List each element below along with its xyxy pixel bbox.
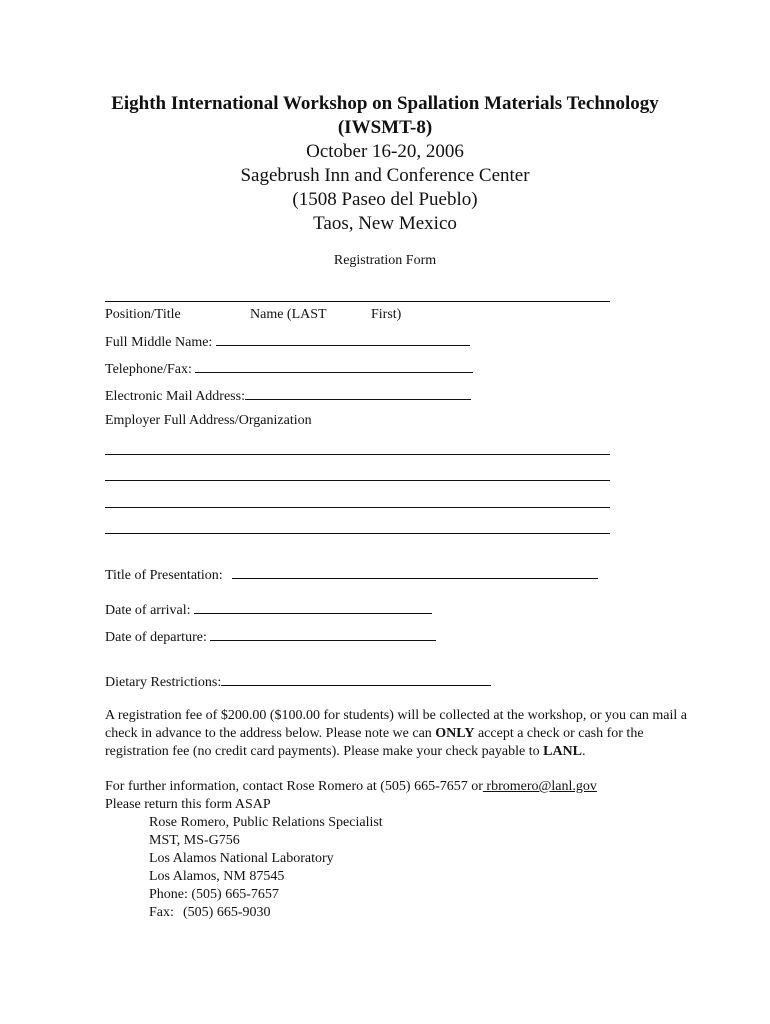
name-field-line[interactable] <box>105 301 610 302</box>
return-instruction: Please return this form ASAP <box>105 797 271 812</box>
departure-field <box>105 626 436 647</box>
contact-fax-number: (505) 665-9030 <box>183 905 271 920</box>
form-subtitle: Registration Form <box>333 253 437 268</box>
dietary-field <box>105 671 491 692</box>
name-first-label: First) <box>371 307 402 322</box>
employer-line-2[interactable] <box>105 480 610 481</box>
telephone-label: Telephone/Fax: <box>105 362 192 377</box>
arrival-field <box>105 599 432 620</box>
employer-label: Employer Full Address/Organization <box>105 413 312 428</box>
fee-payee: LANL <box>543 744 583 759</box>
employer-line-3[interactable] <box>105 507 610 508</box>
email-input-line[interactable] <box>245 385 471 400</box>
middle-name-field <box>105 331 470 352</box>
telephone-input-line[interactable] <box>195 358 473 373</box>
departure-input-line[interactable] <box>210 626 436 641</box>
workshop-city: Taos, New Mexico <box>313 213 457 234</box>
contact-name: Rose Romero, Public Relations Specialist <box>149 815 383 830</box>
fee-paragraph <box>105 707 705 761</box>
telephone-field <box>105 358 473 379</box>
contact-city: Los Alamos, NM 87545 <box>149 869 285 884</box>
workshop-venue: Sagebrush Inn and Conference Center <box>240 165 530 186</box>
middle-name-label: Full Middle Name: <box>105 335 213 350</box>
workshop-acronym: (IWSMT-8) <box>337 117 433 138</box>
position-title-label: Position/Title <box>105 307 181 322</box>
workshop-date: October 16-20, 2006 <box>306 141 464 162</box>
presentation-field <box>105 564 598 585</box>
arrival-input-line[interactable] <box>194 599 432 614</box>
workshop-header <box>0 92 770 236</box>
contact-phone: Phone: (505) 665-7657 <box>149 887 279 902</box>
presentation-label: Title of Presentation: <box>105 568 223 583</box>
employer-line-1[interactable] <box>105 454 610 455</box>
contact-email-link[interactable]: rbromero@lanl.gov <box>482 779 597 794</box>
middle-name-input-line[interactable] <box>216 331 470 346</box>
contact-fax <box>149 904 271 922</box>
dietary-input-line[interactable] <box>221 671 491 686</box>
email-label: Electronic Mail Address: <box>105 389 245 404</box>
dietary-label: Dietary Restrictions: <box>105 675 222 690</box>
workshop-address: (1508 Paseo del Pueblo) <box>292 189 478 210</box>
contact-fax-label: Fax: <box>149 905 174 920</box>
contact-info-text: For further information, contact Rose Romero at (505) 665-7657 or <box>105 779 483 794</box>
fee-text-part-a: A registration fee of $200.00 ($100.00 for students) will be collected at the workshop, or you can mail a check in advance to the address below. Please note we can <box>105 708 688 741</box>
contact-info-line <box>105 778 597 796</box>
email-field <box>105 385 471 406</box>
name-last-label: Name (LAST <box>250 307 327 322</box>
presentation-input-line[interactable] <box>232 564 598 579</box>
fee-text-end: . <box>582 744 586 759</box>
workshop-title: Eighth International Workshop on Spallation Materials Technology <box>111 93 659 114</box>
arrival-label: Date of arrival: <box>105 603 191 618</box>
employer-line-4[interactable] <box>105 533 610 534</box>
fee-only-emphasis: ONLY <box>435 726 475 741</box>
contact-mail-stop: MST, MS-G756 <box>149 833 240 848</box>
contact-lab: Los Alamos National Laboratory <box>149 851 334 866</box>
departure-label: Date of departure: <box>105 630 207 645</box>
fee-text-part-b: accept a check or cash for the registration fee (no credit card payments). Please make your check payable to <box>105 726 644 759</box>
